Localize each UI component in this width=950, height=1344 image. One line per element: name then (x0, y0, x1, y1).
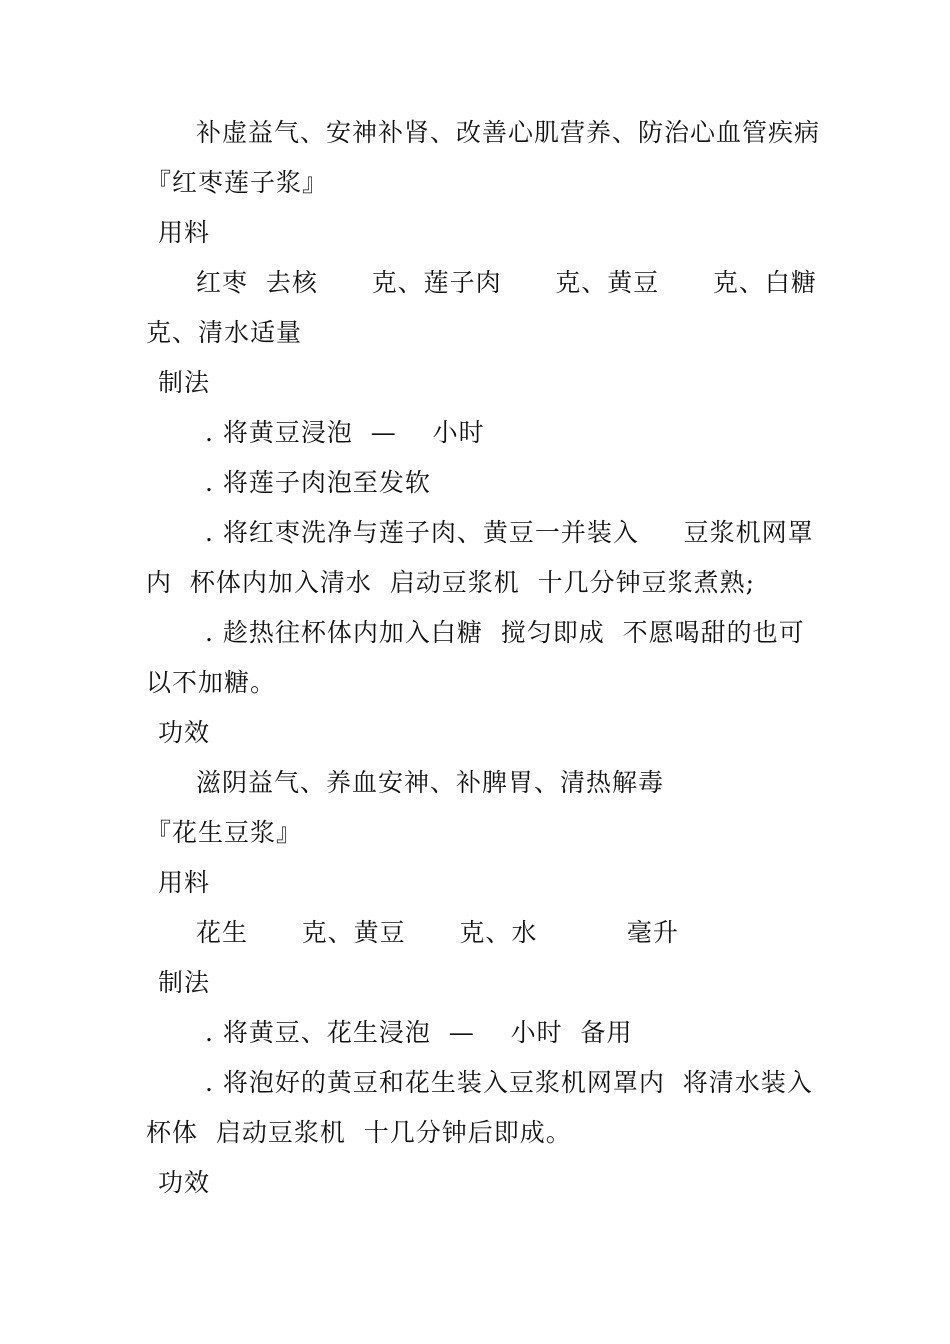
effect-heading: 功效 (158, 1168, 211, 1197)
effect-heading: 功效 (158, 718, 211, 747)
method-step-cont: 以不加糖。 (146, 668, 277, 697)
effect-text: 补虚益气、安神补肾、改善心肌营养、防治心血管疾病 (196, 118, 821, 147)
method-step-cont: 杯体 启动豆浆机 十几分钟后即成。 (146, 1118, 572, 1147)
method-step-cont: 内 杯体内加入清水 启动豆浆机 十几分钟豆浆煮熟; (146, 568, 756, 597)
recipe-title: 『红枣莲子浆』 (146, 168, 329, 197)
method-step: . 将黄豆浸泡 — 小时 (205, 418, 485, 447)
method-step: . 将莲子肉泡至发软 (205, 468, 431, 497)
method-step: . 将泡好的黄豆和花生装入豆浆机网罩内 将清水装入 (205, 1068, 813, 1097)
ingredients-text: 花生 克、黄豆 克、水 毫升 (196, 918, 679, 947)
method-heading: 制法 (158, 368, 211, 397)
ingredients-heading: 用料 (158, 868, 211, 897)
method-step: . 将黄豆、花生浸泡 — 小时 备用 (205, 1018, 633, 1047)
effect-text: 滋阴益气、养血安神、补脾胃、清热解毒 (196, 768, 665, 797)
method-step: . 趁热往杯体内加入白糖 搅匀即成 不愿喝甜的也可 (205, 618, 805, 647)
method-heading: 制法 (158, 968, 211, 997)
recipe-title: 『花生豆浆』 (146, 818, 303, 847)
ingredients-heading: 用料 (158, 218, 211, 247)
method-step: . 将红枣洗净与莲子肉、黄豆一并装入 豆浆机网罩 (205, 518, 814, 547)
ingredients-text: 红枣 去核 克、莲子肉 克、黄豆 克、白糖 (196, 268, 817, 297)
ingredients-text-cont: 克、清水适量 (146, 318, 303, 347)
